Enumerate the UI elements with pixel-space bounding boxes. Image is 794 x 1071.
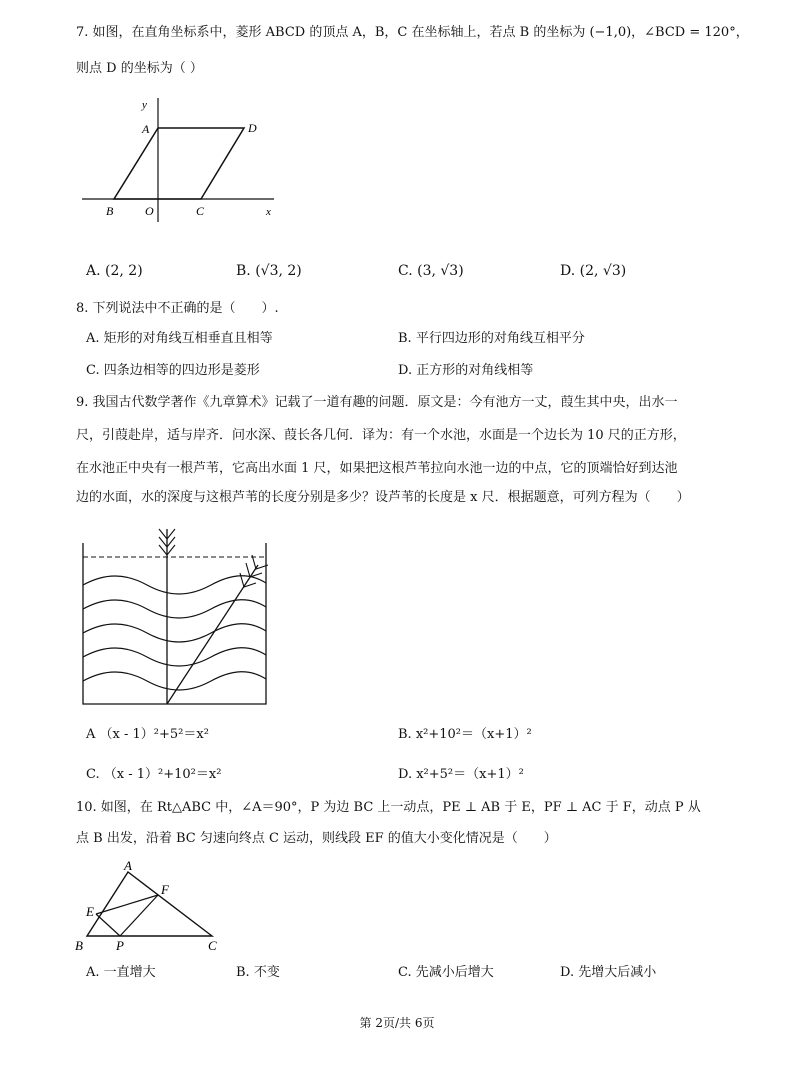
q7-stem-line1: 7. 如图，在直角坐标系中，菱形 ABCD 的顶点 A，B，C 在坐标轴上，若点 B 的坐标为 (−1,0)，∠BCD = 120°， <box>76 25 749 40</box>
q9-option-c[interactable]: C. （x - 1）²+10²＝x² <box>86 767 222 782</box>
reed-slanted <box>167 565 258 704</box>
point-c-label: C <box>208 938 217 953</box>
point-a-label: A <box>142 122 150 136</box>
q9-stem-line1: 9. 我国古代数学著作《九章算术》记载了一道有趣的问题．原文是：今有池方一丈，葭生其中央，出水一 <box>76 395 678 410</box>
y-axis-label: y <box>142 99 147 111</box>
point-f-label: F <box>161 882 169 897</box>
q10-option-a[interactable]: A. 一直增大 <box>86 965 156 980</box>
q7-option-b[interactable]: B. (√3, 2) <box>236 263 302 279</box>
q10-option-d[interactable]: D. 先增大后减小 <box>560 965 657 980</box>
rhombus-abcd <box>114 128 244 199</box>
q8-stem: 8. 下列说法中不正确的是（ ）. <box>76 301 279 316</box>
q10-option-b[interactable]: B. 不变 <box>236 965 280 980</box>
q7-option-a[interactable]: A. (2, 2) <box>86 263 143 279</box>
q8-option-a[interactable]: A. 矩形的对角线互相垂直且相等 <box>86 331 273 346</box>
q7-figure <box>78 92 278 224</box>
point-p-label: P <box>116 938 124 953</box>
q9-option-d[interactable]: D. x²+5²＝（x+1）² <box>398 767 524 782</box>
q10-triangle-figure <box>72 858 228 954</box>
point-b-label: B <box>75 938 83 953</box>
q10-stem-line2: 点 B 出发，沿着 BC 匀速向终点 C 运动，则线段 EF 的值大小变化情况是（ ） <box>76 831 557 846</box>
q7-option-d[interactable]: D. (2, √3) <box>560 263 627 279</box>
q8-option-d[interactable]: D. 正方形的对角线相等 <box>398 363 534 378</box>
q9-stem-line2: 尺，引葭赴岸，适与岸齐．问水深、葭长各几何．译为：有一个水池，水面是一个边长为 10 尺的正方形， <box>76 428 686 443</box>
point-e-label: E <box>86 904 94 919</box>
segment-pe <box>96 914 120 936</box>
q7-option-c[interactable]: C. (3, √3) <box>398 263 464 279</box>
q9-stem-line3: 在水池正中央有一根芦苇，它高出水面 1 尺，如果把这根芦苇拉向水池一边的中点，它的顶端恰好到达池 <box>76 461 678 476</box>
q9-stem-line4: 边的水面，水的深度与这根芦苇的长度分别是多少？设芦苇的长度是 x 尺．根据题意，可列方程为（ ） <box>76 490 690 505</box>
point-a-label: A <box>124 858 132 873</box>
q8-option-b[interactable]: B. 平行四边形的对角线互相平分 <box>398 331 585 346</box>
q8-option-c[interactable]: C. 四条边相等的四边形是菱形 <box>86 363 260 378</box>
water-waves <box>83 576 266 690</box>
point-b-label: B <box>106 204 114 218</box>
q10-option-c[interactable]: C. 先减小后增大 <box>398 965 494 980</box>
q7-stem-line2: 则点 D 的坐标为（ ） <box>76 61 203 76</box>
q9-option-a[interactable]: A （x - 1）²+5²＝x² <box>86 727 209 742</box>
origin-label: O <box>145 204 154 218</box>
point-c-label: C <box>196 204 205 218</box>
point-d-label: D <box>248 121 257 135</box>
page-number-footer: 第 2页/共 6页 <box>359 1016 435 1030</box>
q10-stem-line1: 10. 如图，在 Rt△ABC 中，∠A＝90°，P 为边 BC 上一动点，PE ⊥ AB 于 E，PF ⊥ AC 于 F，动点 P 从 <box>76 800 701 815</box>
x-axis-label: x <box>266 206 271 218</box>
q9-option-b[interactable]: B. x²+10²＝（x+1）² <box>398 727 532 742</box>
q9-pond-figure <box>80 525 272 707</box>
